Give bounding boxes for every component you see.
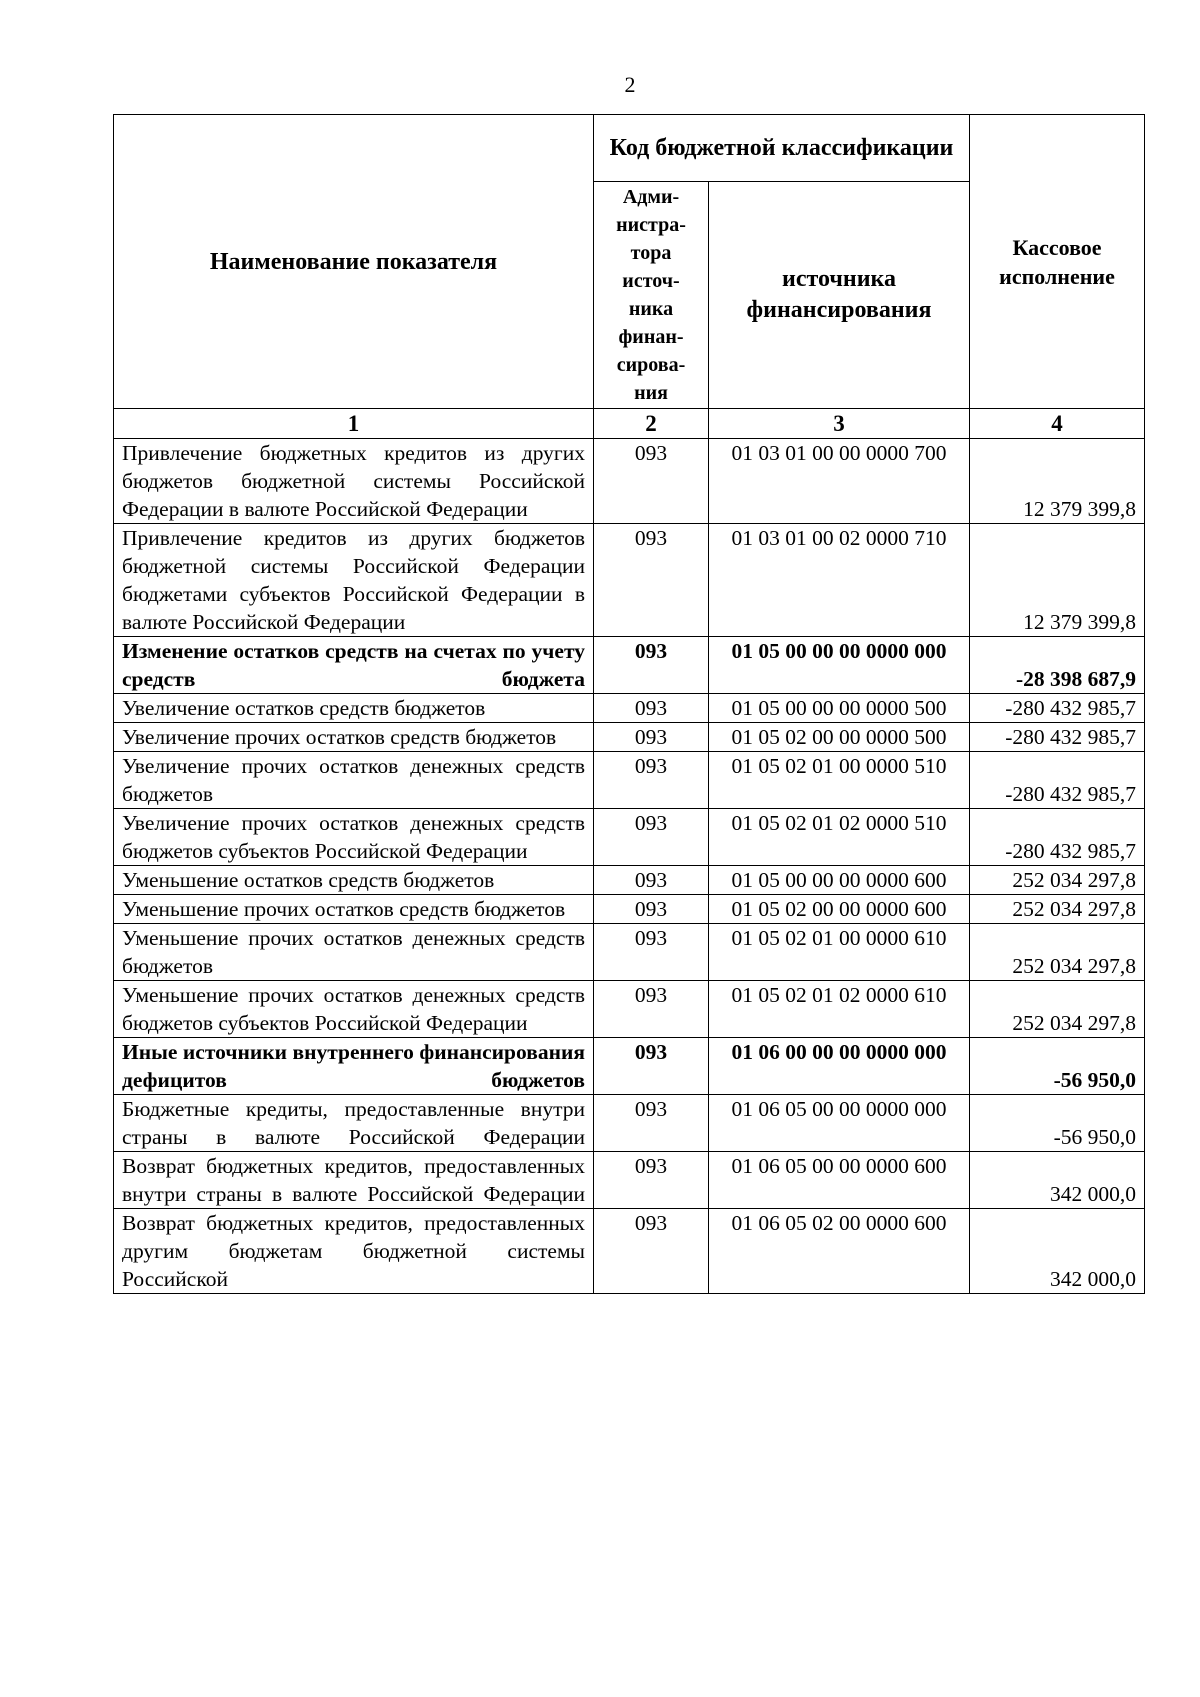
row-amount: 342 000,0 — [970, 1152, 1145, 1209]
row-source-code: 01 05 02 01 00 0000 610 — [709, 924, 970, 981]
row-amount: -28 398 687,9 — [970, 637, 1145, 694]
row-admin-code: 093 — [594, 1209, 709, 1294]
row-name: Уменьшение прочих остатков денежных средств бюджетов субъектов Российской Федерации — [114, 981, 594, 1038]
header-row-1 — [114, 115, 1145, 182]
row-name: Уменьшение прочих остатков денежных средств бюджетов — [114, 924, 594, 981]
header-admin-col — [594, 182, 709, 409]
header-admin-line: финан- — [618, 326, 684, 348]
row-name: Уменьшение остатков средств бюджетов — [114, 866, 594, 895]
col-number-2: 2 — [594, 409, 709, 439]
table-row — [114, 752, 1145, 809]
table-row — [114, 981, 1145, 1038]
table-row — [114, 1095, 1145, 1152]
row-amount: 342 000,0 — [970, 1209, 1145, 1294]
row-name: Уменьшение прочих остатков средств бюджетов — [114, 895, 594, 924]
table-row — [114, 1152, 1145, 1209]
row-amount: 12 379 399,8 — [970, 439, 1145, 524]
row-name: Увеличение прочих остатков денежных средств бюджетов субъектов Российской Федерации — [114, 809, 594, 866]
row-name: Увеличение остатков средств бюджетов — [114, 694, 594, 723]
header-admin-line: ния — [634, 382, 668, 404]
row-source-code: 01 03 01 00 02 0000 710 — [709, 524, 970, 637]
row-name: Иные источники внутреннего финансирования дефицитов бюджетов — [114, 1038, 594, 1095]
row-source-code: 01 06 05 02 00 0000 600 — [709, 1209, 970, 1294]
row-source-code: 01 05 00 00 00 0000 500 — [709, 694, 970, 723]
header-admin-line: нистра- — [616, 214, 686, 236]
row-admin-code: 093 — [594, 981, 709, 1038]
row-source-code: 01 06 05 00 00 0000 000 — [709, 1095, 970, 1152]
row-amount: -56 950,0 — [970, 1095, 1145, 1152]
row-admin-code: 093 — [594, 637, 709, 694]
row-name: Увеличение прочих остатков денежных средств бюджетов — [114, 752, 594, 809]
col-number-4: 4 — [970, 409, 1145, 439]
row-amount: 252 034 297,8 — [970, 895, 1145, 924]
page-number: 2 — [624, 72, 636, 97]
row-amount: -56 950,0 — [970, 1038, 1145, 1095]
row-amount: -280 432 985,7 — [970, 752, 1145, 809]
row-source-code: 01 05 02 01 00 0000 510 — [709, 752, 970, 809]
table-row — [114, 723, 1145, 752]
header-name-col: Наименование показателя — [114, 115, 594, 409]
header-admin-line: Адми- — [622, 186, 680, 208]
row-source-code: 01 05 00 00 00 0000 000 — [709, 637, 970, 694]
row-source-code: 01 05 02 01 02 0000 610 — [709, 981, 970, 1038]
col-number-1: 1 — [114, 409, 594, 439]
header-admin-line: сирова- — [616, 354, 686, 376]
row-name: Изменение остатков средств на счетах по учету средств бюджета — [114, 637, 594, 694]
row-amount: 252 034 297,8 — [970, 866, 1145, 895]
row-admin-code: 093 — [594, 723, 709, 752]
row-name: Возврат бюджетных кредитов, предоставленных другим бюджетам бюджетной системы Российской — [114, 1209, 594, 1294]
table-row — [114, 866, 1145, 895]
row-source-code: 01 03 01 00 00 0000 700 — [709, 439, 970, 524]
column-numbers-row — [114, 409, 1145, 439]
table-row — [114, 694, 1145, 723]
table-row — [114, 1038, 1145, 1095]
header-admin-line: тора — [630, 242, 672, 264]
table-row — [114, 895, 1145, 924]
row-source-code: 01 05 00 00 00 0000 600 — [709, 866, 970, 895]
row-amount: 12 379 399,8 — [970, 524, 1145, 637]
row-source-code: 01 06 00 00 00 0000 000 — [709, 1038, 970, 1095]
row-amount: -280 432 985,7 — [970, 809, 1145, 866]
row-amount: 252 034 297,8 — [970, 981, 1145, 1038]
row-admin-code: 093 — [594, 895, 709, 924]
row-admin-code: 093 — [594, 1152, 709, 1209]
header-cash-col: Кассовое исполнение — [970, 115, 1145, 409]
row-admin-code: 093 — [594, 1095, 709, 1152]
header-admin-line: источ- — [622, 270, 680, 292]
row-admin-code: 093 — [594, 694, 709, 723]
header-admin-line: ника — [628, 298, 674, 320]
row-source-code: 01 06 05 00 00 0000 600 — [709, 1152, 970, 1209]
row-admin-code: 093 — [594, 439, 709, 524]
table-row — [114, 924, 1145, 981]
row-amount: -280 432 985,7 — [970, 694, 1145, 723]
row-name: Возврат бюджетных кредитов, предоставленных внутри страны в валюте Российской Федерации — [114, 1152, 594, 1209]
row-admin-code: 093 — [594, 1038, 709, 1095]
row-name: Привлечение бюджетных кредитов из других бюджетов бюджетной системы Российской Федерации в валюте Российской Федерации — [114, 439, 594, 524]
table-row — [114, 637, 1145, 694]
row-admin-code: 093 — [594, 924, 709, 981]
row-source-code: 01 05 02 00 00 0000 500 — [709, 723, 970, 752]
row-name: Привлечение кредитов из других бюджетов бюджетной системы Российской Федерации бюджетами субъектов Российской Федерации в валюте Российской Федерации — [114, 524, 594, 637]
header-code-group: Код бюджетной классификации — [594, 115, 970, 182]
budget-sources-table — [113, 114, 1145, 1294]
table-row — [114, 1209, 1145, 1294]
table-row — [114, 524, 1145, 637]
row-admin-code: 093 — [594, 809, 709, 866]
row-source-code: 01 05 02 01 02 0000 510 — [709, 809, 970, 866]
table-row — [114, 809, 1145, 866]
table-row — [114, 439, 1145, 524]
row-amount: 252 034 297,8 — [970, 924, 1145, 981]
row-source-code: 01 05 02 00 00 0000 600 — [709, 895, 970, 924]
row-name: Увеличение прочих остатков средств бюджетов — [114, 723, 594, 752]
row-admin-code: 093 — [594, 524, 709, 637]
header-source-col: источника финансирования — [709, 182, 970, 409]
row-amount: -280 432 985,7 — [970, 723, 1145, 752]
row-admin-code: 093 — [594, 752, 709, 809]
header-admin-lines — [616, 186, 686, 404]
row-name: Бюджетные кредиты, предоставленные внутри страны в валюте Российской Федерации — [114, 1095, 594, 1152]
table-body — [114, 439, 1145, 1294]
col-number-3: 3 — [709, 409, 970, 439]
row-admin-code: 093 — [594, 866, 709, 895]
